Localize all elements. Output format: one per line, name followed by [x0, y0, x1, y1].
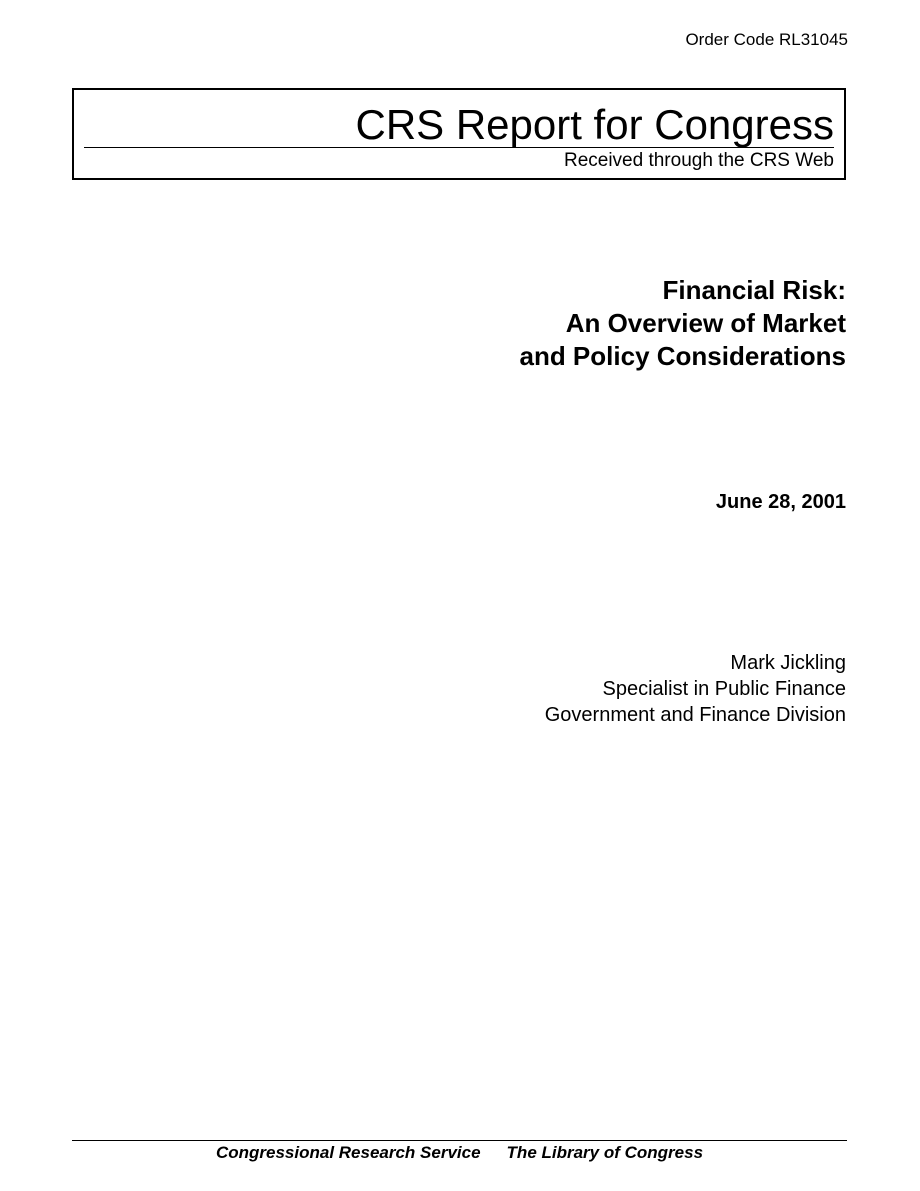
footer [72, 1143, 847, 1163]
document-title [519, 274, 846, 373]
document-date: June 28, 2001 [715, 491, 846, 513]
author-block [545, 650, 846, 728]
author-division: Government and Finance Division [544, 704, 846, 726]
footer-left-text: Congressional Research Service [215, 1143, 481, 1162]
footer-right-text: The Library of Congress [506, 1143, 704, 1162]
report-title: CRS Report for Congress [355, 101, 834, 148]
report-subtitle: Received through the CRS Web [563, 150, 834, 171]
author-name: Mark Jickling [730, 652, 846, 674]
author-position: Specialist in Public Finance [602, 678, 846, 700]
document-title-line: Financial Risk: [662, 275, 846, 305]
report-header-box [72, 88, 846, 180]
document-title-line: and Policy Considerations [519, 341, 846, 371]
footer-rule [72, 1140, 847, 1141]
order-code: Order Code RL31045 [685, 30, 848, 49]
document-title-line: An Overview of Market [565, 308, 846, 338]
report-title-rule [84, 147, 834, 148]
